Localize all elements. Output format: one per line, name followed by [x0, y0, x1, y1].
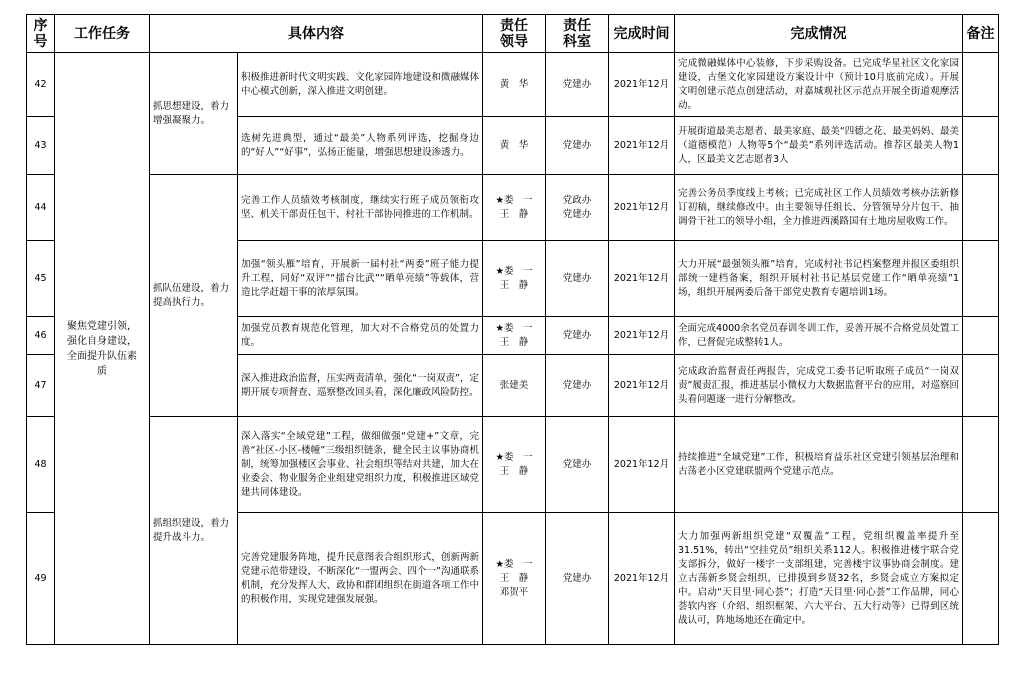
status-cell: 完善公务员季度线上考核；已完成社区工作人员绩效考核办法新修订初稿，继续修改中。由主要领导任组长、分管领导分片包干、抽调骨干社工的领导小组，全力推进西溪路国有土地房屋收购工作。: [675, 175, 963, 241]
row-number: 46: [27, 317, 55, 355]
table-row: [27, 175, 999, 241]
note-cell: [963, 53, 999, 117]
status-cell: 全面完成4000余名党员春训冬训工作，妥善开展不合格党员处置工作，已督促完成整转1人。: [675, 317, 963, 355]
dept-cell: 党建办: [546, 417, 609, 513]
header-leader: 责任 领导: [483, 15, 546, 53]
status-cell: 开展街道最美志愿者、最美家庭、最美“四德之花、最美妈妈、最美（道德模范）人物等5个“最美”系列评选活动。推荐区最美人物1人，区最美文艺志愿者3人: [675, 117, 963, 175]
time-cell: 2021年12月: [609, 53, 675, 117]
note-cell: [963, 417, 999, 513]
dept-cell: 党建办: [546, 317, 609, 355]
work-task-table-container: [26, 14, 999, 645]
status-cell: 大力开展“最强领头雁”培育，完成村社书记档案整理并报区委组织部统一建档备案，组织开展村社书记基层党建工作“晒单亮绩”1场，组织开展两委后备干部党史教育专题培训1场。: [675, 241, 963, 317]
row-number: 45: [27, 241, 55, 317]
time-cell: 2021年12月: [609, 417, 675, 513]
leader-cell: ★娄 一 王 静: [483, 175, 546, 241]
content-cell: 加强党员教育规范化管理，加大对不合格党员的处置力度。: [238, 317, 483, 355]
row-number: 42: [27, 53, 55, 117]
note-cell: [963, 513, 999, 645]
note-cell: [963, 175, 999, 241]
leader-cell: ★娄 一 王 静 邓贺平: [483, 513, 546, 645]
content-cell: 深入落实“全域党建”工程，做细做强“党建+”文章，完善“社区-小区-楼幢”三级组织链条，健全民主议事协商机制，统筹加强楼区会事业、社会组织等结对共建，加大在业委会、物业服务企业组建党组织力度，积极推进区域党建共同体建设。: [238, 417, 483, 513]
header-task: 工作任务: [55, 15, 150, 53]
time-cell: 2021年12月: [609, 355, 675, 417]
time-cell: 2021年12月: [609, 175, 675, 241]
status-cell: 持续推进“全域党建”工作，积极培育益乐社区党建引领基层治理和古荡老小区党建联盟两个党建示范点。: [675, 417, 963, 513]
table-header-row: [27, 15, 999, 53]
content-cell: 完善党建服务阵地，提升民意图表合组织形式，创新两新党建示范带建设，不断深化“一盟两会、四个一”沟通联系机制，充分发挥人大、政协和群团组织在街道各项工作中的积极作用，实现党建强发展强。: [238, 513, 483, 645]
content-cell: 积极推进新时代文明实践、文化家园阵地建设和微融媒体中心模式创新，深入推进文明创建。: [238, 53, 483, 117]
dept-cell: 党建办: [546, 117, 609, 175]
header-content: 具体内容: [150, 15, 483, 53]
status-cell: 完成微融媒体中心装修，下步采购设备。已完成华星社区文化家园建设，古堡文化家园建设方案设计中（预计10月底前完成）。开展文明创建示范点创建活动，对嘉城观社区示范点开展全街道观摩活动。: [675, 53, 963, 117]
content-cell: 完善工作人员绩效考核制度，继续实行班子成员领衔攻坚、机关干部责任包干、村社干部协同推进的工作机制。: [238, 175, 483, 241]
leader-cell: ★娄 一 王 静: [483, 417, 546, 513]
header-note: 备注: [963, 15, 999, 53]
subtask-cell: 抓组织建设，着力提升战斗力。: [150, 417, 238, 645]
header-status: 完成情况: [675, 15, 963, 53]
header-time: 完成时间: [609, 15, 675, 53]
time-cell: 2021年12月: [609, 117, 675, 175]
table-row: [27, 417, 999, 513]
row-number: 48: [27, 417, 55, 513]
leader-cell: 黄 华: [483, 117, 546, 175]
leader-cell: 黄 华: [483, 53, 546, 117]
time-cell: 2021年12月: [609, 513, 675, 645]
status-cell: 完成政治监督责任两报告，完成党工委书记听取班子成员“一岗双责”履责汇报，推进基层小微权力大数据监督平台的应用，对巡察回头看问题逐一进行分解整改。: [675, 355, 963, 417]
dept-cell: 党政办 党建办: [546, 175, 609, 241]
content-cell: 加强“领头雁”培育，开展新一届村社“两委”班子能力提升工程，同好“双评”“擂台比武”“晒单亮绩”等载体，营造比学赶超干事的浓厚氛围。: [238, 241, 483, 317]
status-cell: 大力加强两新组织党建“双覆盖”工程，党组织覆盖率提升至31.51%，转出“空挂党员”组织关系112人。积极推进楼宇联合党支部拆分，做好一楼宇一支部组建，完善楼宇议事协商会制度。建立古荡新乡贤会组织，已排摸到乡贤32名，乡贤会成立方案拟定中。启动“天目里·同心荟”；打造“天目里·同心荟”工作品牌，同心荟软内容（介绍、组织框架、六大平台、五大行动等）已得到区统战认可，阵地场地还在确定中。: [675, 513, 963, 645]
note-cell: [963, 317, 999, 355]
dept-cell: 党建办: [546, 241, 609, 317]
row-number: 43: [27, 117, 55, 175]
row-number: 47: [27, 355, 55, 417]
row-number: 49: [27, 513, 55, 645]
row-number: 44: [27, 175, 55, 241]
note-cell: [963, 241, 999, 317]
subtask-cell: 抓队伍建设，着力提高执行力。: [150, 175, 238, 417]
dept-cell: 党建办: [546, 355, 609, 417]
leader-cell: 张建美: [483, 355, 546, 417]
note-cell: [963, 117, 999, 175]
dept-cell: 党建办: [546, 513, 609, 645]
leader-cell: ★娄 一 王 静: [483, 317, 546, 355]
content-cell: 深入推进政治监督，压实两责清单，强化“一岗双责”，定期开展专项督查、巡察整改回头看，深化廉政风险防控。: [238, 355, 483, 417]
time-cell: 2021年12月: [609, 241, 675, 317]
category-cell: 聚焦党建引领， 强化自身建设， 全面提升队伍素 质: [55, 53, 150, 645]
time-cell: 2021年12月: [609, 317, 675, 355]
header-dept: 责任 科室: [546, 15, 609, 53]
header-seq: 序 号: [27, 15, 55, 53]
table-row: [27, 53, 999, 117]
note-cell: [963, 355, 999, 417]
content-cell: 选树先进典型，通过“最美”人物系列评选，挖掘身边的“好人”“好事”，弘扬正能量，增强思想建设渗透力。: [238, 117, 483, 175]
leader-cell: ★娄 一 王 静: [483, 241, 546, 317]
work-task-table: [26, 14, 999, 645]
dept-cell: 党建办: [546, 53, 609, 117]
subtask-cell: 抓思想建设，着力增强凝聚力。: [150, 53, 238, 175]
